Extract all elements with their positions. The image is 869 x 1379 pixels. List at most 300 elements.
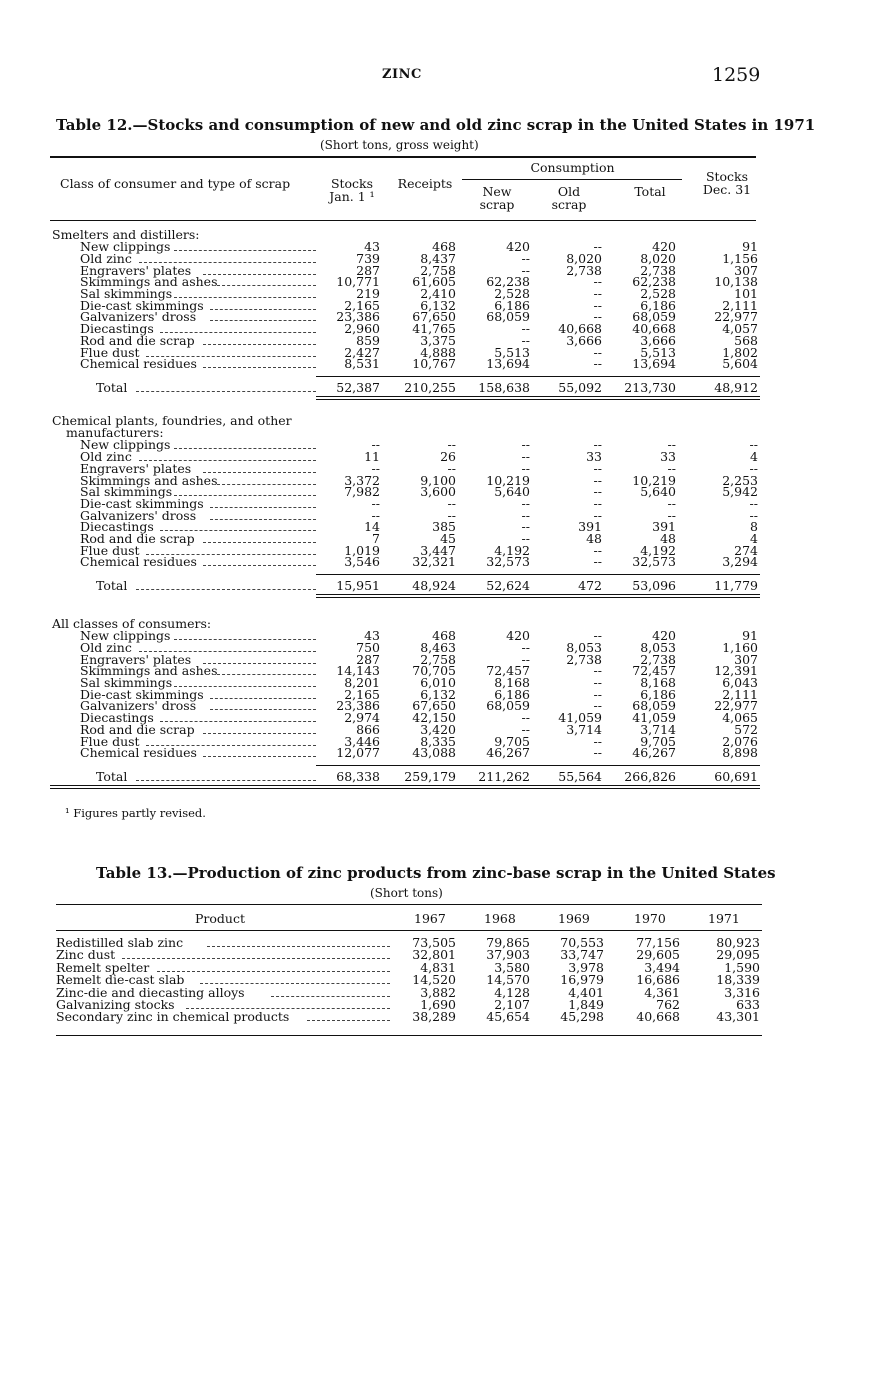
table12-row-label: Chemical residues [80, 554, 197, 570]
table12-cell: -- [521, 460, 530, 476]
table12-cell: 2,410 [420, 286, 456, 301]
dot-leader [307, 1020, 391, 1021]
table12-cell: 3,714 [640, 721, 676, 737]
table12-cell: -- [371, 460, 380, 476]
table12-cell: 62,238 [632, 274, 676, 290]
table12-cell: -- [593, 698, 602, 714]
table12-cell: 40,668 [558, 321, 602, 337]
table12-cell: 9,100 [420, 472, 456, 488]
table12-total-label: Total [96, 768, 128, 784]
table13-cell: 762 [656, 997, 680, 1012]
table13-bottom-rule [56, 1035, 762, 1036]
table13-row-label: Secondary zinc in chemical products [56, 1009, 290, 1025]
table12-cell: 6,010 [420, 675, 456, 690]
table12-total-cell: 55,092 [558, 379, 602, 395]
table12-total-cell: 52,624 [486, 578, 530, 594]
table12-cell: -- [593, 472, 602, 488]
table12-cell: -- [521, 495, 530, 511]
table13-header-1971: 1971 [708, 911, 740, 926]
table12-cell: 2,528 [640, 286, 676, 301]
table12-cell: 2,738 [566, 651, 602, 667]
table12-cell: 3,546 [344, 554, 380, 570]
table12-cell: 101 [734, 286, 758, 301]
table12-cell: 3,666 [640, 332, 676, 348]
table13-cell: 70,553 [560, 935, 604, 950]
table12-cell: 2,111 [722, 686, 758, 702]
dot-leader [203, 733, 316, 734]
table12-cell: -- [521, 507, 530, 523]
table12-row-label: Skimmings and ashes [80, 663, 218, 679]
table13-cell: 14,570 [486, 972, 530, 988]
table12-cell: 2,076 [722, 733, 758, 749]
table12-group-title: All classes of consumers: [52, 616, 212, 631]
table12-cell: -- [593, 745, 602, 761]
table13-cell: 32,801 [412, 947, 456, 963]
dot-leader [203, 274, 316, 275]
table12-cell: -- [749, 495, 758, 511]
table12-cell: 750 [356, 639, 380, 655]
table12-cell: 391 [652, 519, 676, 535]
table12-cell: 43,088 [412, 745, 456, 761]
table13-cell: 4,361 [644, 984, 680, 1000]
table12-cell: 8,201 [344, 675, 380, 690]
table12-cell: 572 [734, 721, 758, 737]
table12-cell: 8,531 [344, 356, 380, 372]
table12-cell: 32,573 [632, 554, 676, 570]
table12-cell: 68,059 [632, 309, 676, 325]
table13-header-1967: 1967 [414, 911, 446, 926]
table12-cell: 91 [742, 239, 758, 255]
table12-cell: 287 [356, 651, 380, 667]
table13-row-label: Remelt die-cast slab [56, 972, 185, 988]
dot-leader [203, 472, 316, 473]
table12-cell: 6,186 [494, 686, 530, 702]
table12-cell: -- [593, 356, 602, 372]
table12-cell: 67,650 [412, 698, 456, 714]
table12-cell: 8,020 [640, 250, 676, 266]
table12-cell: 10,219 [632, 472, 676, 488]
table12-cell: 3,666 [566, 332, 602, 348]
table12-cell: 68,059 [486, 309, 530, 325]
table12-row-label: Chemical residues [80, 745, 197, 761]
table12-cell: 8,020 [566, 250, 602, 266]
table12-total-cell: 60,691 [714, 768, 758, 784]
table12-cell: 420 [652, 628, 676, 644]
table12-cell: 3,372 [344, 472, 380, 488]
table12-cell: -- [593, 542, 602, 558]
table13-row-label: Zinc dust [56, 947, 116, 963]
table13-row-label: Redistilled slab zinc [56, 935, 184, 950]
table13-cell: 37,903 [486, 947, 530, 963]
table12-group-title: Smelters and distillers: [52, 227, 200, 242]
table12-cell: 274 [734, 542, 758, 558]
table12-cell: 46,267 [632, 745, 676, 761]
table12-row-label: Engravers' plates [80, 262, 192, 278]
table12-total-cell: 210,255 [404, 379, 456, 395]
table12-cell: -- [667, 495, 676, 511]
table12-cell: 68,059 [486, 698, 530, 714]
table12-cell: 468 [432, 239, 456, 255]
table12-row-label: Sal skimmings [80, 675, 173, 690]
table12-row-label: Old zinc [80, 449, 132, 465]
table12-cell: -- [447, 495, 456, 511]
table12-cell: 13,694 [486, 356, 530, 372]
table12-cell: 41,059 [632, 710, 676, 726]
table12-row-label: Old zinc [80, 250, 132, 266]
table12-row-label: New clippings [80, 239, 171, 255]
table13-header-product: Product [195, 911, 245, 926]
table12-cell: 5,513 [494, 344, 530, 360]
table12-cell: 6,043 [722, 675, 758, 690]
table12-cell: 866 [356, 721, 380, 737]
table12-cell: 1,802 [722, 344, 758, 360]
table12-cell: 2,758 [420, 262, 456, 278]
table13-title: Table 13.—Production of zinc products from zinc-base scrap in the United States [96, 864, 776, 882]
table12-cell: 23,386 [336, 698, 380, 714]
table12-cell: -- [593, 437, 602, 453]
table12-cell: 2,738 [640, 262, 676, 278]
dot-leader [210, 698, 316, 699]
table12-row-label: Diecastings [80, 321, 154, 337]
table13-cell: 14,520 [412, 972, 456, 988]
dot-leader [203, 367, 316, 368]
table12-row-label: Die-cast skimmings [80, 686, 204, 702]
table13-header-1970: 1970 [634, 911, 666, 926]
table12-cell: -- [593, 733, 602, 749]
table13-cell: 1,590 [724, 959, 760, 975]
table12-cell: 7,982 [344, 484, 380, 500]
table12-cell: 10,771 [336, 274, 380, 290]
table12-cell: 739 [356, 250, 380, 266]
table13-row-label: Zinc-die and diecasting alloys [56, 984, 245, 1000]
table12-row-label: Die-cast skimmings [80, 495, 204, 511]
table12-header-class: Class of consumer and type of scrap [60, 176, 291, 191]
table12-cell: 8,168 [494, 675, 530, 690]
table12-cell: -- [749, 460, 758, 476]
table12-header-rule [50, 220, 756, 221]
table12-total-cell: 211,262 [478, 768, 530, 784]
table12-cell: 7 [372, 531, 380, 546]
dot-leader [174, 639, 316, 640]
dot-leader [157, 971, 390, 972]
running-head-title: ZINC [382, 67, 422, 82]
table12-cell: 5,513 [640, 344, 676, 360]
table12-total-label: Total [96, 578, 128, 594]
table12-cell: 23,386 [336, 309, 380, 325]
table12-cell: -- [593, 507, 602, 523]
table12-total-cell: 11,779 [714, 578, 758, 594]
dot-leader [217, 674, 316, 675]
table13-header-1968: 1968 [484, 911, 516, 926]
table12-row-label: Rod and die scrap [80, 721, 195, 737]
table12-cell: -- [593, 554, 602, 570]
table12-cell: 48 [660, 531, 676, 546]
table12-cell: 8,898 [722, 745, 758, 761]
table12-cell: 4,888 [420, 344, 456, 360]
table12-total-cell: 266,826 [624, 768, 676, 784]
table12-cell: 1,156 [722, 250, 758, 266]
table12-cell: -- [521, 639, 530, 655]
table13-cell: 73,505 [412, 935, 456, 950]
table12-cell: 3,294 [722, 554, 758, 570]
table13-cell: 16,979 [560, 972, 604, 988]
table12-total-cell: 213,730 [624, 379, 676, 395]
dot-leader [217, 484, 316, 485]
table12-row-label: Flue dust [80, 344, 140, 360]
table12-cell: 2,974 [344, 710, 380, 726]
table12-row-label: New clippings [80, 628, 171, 644]
table12-row-label: Engravers' plates [80, 460, 192, 476]
table13-cell: 3,580 [494, 959, 530, 975]
table12-cell: 22,977 [714, 698, 758, 714]
table12-cell: 307 [734, 262, 758, 278]
table12-cell: 420 [506, 628, 530, 644]
table12-cell: 8,335 [420, 733, 456, 749]
table12-cell: -- [593, 460, 602, 476]
table12-cell: 4,057 [722, 321, 758, 337]
table12-cell: 468 [432, 628, 456, 644]
dot-leader [210, 709, 316, 710]
table12-cell: 6,186 [640, 686, 676, 702]
table12-cell: 46,267 [486, 745, 530, 761]
table12-cell: -- [371, 437, 380, 453]
table12-cell: 8,463 [420, 639, 456, 655]
table12-cell: -- [593, 297, 602, 313]
table12-group-end-rule [316, 594, 760, 598]
dot-leader [203, 663, 316, 664]
table12-cell: -- [593, 495, 602, 511]
table12-cell: -- [593, 484, 602, 500]
table13-cell: 43,301 [716, 1009, 760, 1025]
table13-header-1969: 1969 [558, 911, 590, 926]
table12-total-cell: 158,638 [478, 379, 530, 395]
table12-cell: 26 [440, 449, 456, 465]
table12-total-cell: 55,564 [558, 768, 602, 784]
table12-subtotal-rule [316, 765, 760, 766]
table12-cell: 2,165 [344, 686, 380, 702]
table12-cell: -- [447, 507, 456, 523]
table13-cell: 4,401 [568, 984, 604, 1000]
table12-cell: 33 [586, 449, 602, 465]
table12-cell: 1,019 [344, 542, 380, 558]
table12-cell: 2,758 [420, 651, 456, 667]
table12-cell: 219 [356, 286, 380, 301]
table12-cell: 8 [750, 519, 758, 535]
table12-cell: 33 [660, 449, 676, 465]
table12-cell: 67,650 [412, 309, 456, 325]
table12-header-receipts: Receipts [397, 176, 453, 191]
table13-cell: 633 [736, 997, 760, 1012]
table12-cell: 62,238 [486, 274, 530, 290]
table13-header-rule [56, 930, 762, 931]
table12-cell: 61,605 [412, 274, 456, 290]
table13-cell: 1,690 [420, 997, 456, 1012]
table12-cell: 8,053 [640, 639, 676, 655]
table12-cell: 2,165 [344, 297, 380, 313]
dot-leader [210, 507, 316, 508]
dot-leader [122, 958, 390, 959]
table12-cell: 12,077 [336, 745, 380, 761]
table13-cell: 4,831 [420, 959, 456, 975]
table12-group-title: manufacturers: [66, 425, 164, 441]
table12-cell: 41,059 [558, 710, 602, 726]
table12-header-stocks-dec: Stocks Dec. 31 [702, 169, 752, 197]
table12-cell: 22,977 [714, 309, 758, 325]
dot-leader [203, 542, 316, 543]
table12-group-end-rule [50, 785, 760, 789]
table12-cell: 10,767 [412, 356, 456, 372]
table12-cell: 568 [734, 332, 758, 348]
table13-cell: 33,747 [560, 947, 604, 963]
table12-cell: 9,705 [640, 733, 676, 749]
table13-cell: 40,668 [636, 1009, 680, 1025]
table12-cell: 4 [750, 531, 758, 546]
table12-cell: 11 [364, 449, 380, 465]
table12-cell: 48 [586, 531, 602, 546]
table12-top-rule [50, 156, 756, 158]
table12-cell: 385 [432, 519, 456, 535]
table12-row-label: Galvanizers' dross [80, 507, 197, 523]
table12-header-new-scrap: New scrap [479, 184, 515, 212]
table12-cell: 2,253 [722, 472, 758, 488]
table13-cell: 16,686 [636, 972, 680, 988]
table13-cell: 80,923 [716, 935, 760, 950]
table12-cell: 4,065 [722, 710, 758, 726]
table12-cell: 391 [578, 519, 602, 535]
table12-cell: -- [667, 507, 676, 523]
table12-total-cell: 52,387 [336, 379, 380, 395]
dot-leader [210, 519, 316, 520]
table12-cell: -- [593, 628, 602, 644]
table12-cell: 5,640 [640, 484, 676, 500]
table12-cell: 72,457 [486, 663, 530, 679]
table12-cell: -- [521, 437, 530, 453]
table12-cell: 3,447 [420, 542, 456, 558]
dot-leader [136, 391, 316, 392]
table12-cell: -- [371, 495, 380, 511]
table12-cell: -- [521, 519, 530, 535]
table12-cell: -- [667, 460, 676, 476]
table12-group-title: Chemical plants, foundries, and other [52, 413, 292, 428]
table12-cell: 32,321 [412, 554, 456, 570]
dot-leader [203, 756, 316, 757]
table12-row-label: Sal skimmings [80, 286, 173, 301]
table12-subtitle: (Short tons, gross weight) [320, 138, 479, 152]
table12-footnote: ¹ Figures partly revised. [65, 806, 206, 820]
dot-leader [217, 285, 316, 286]
table12-cell: 10,219 [486, 472, 530, 488]
table12-subtotal-rule [316, 376, 760, 377]
dot-leader [203, 344, 316, 345]
table12-cell: -- [521, 250, 530, 266]
table12-row-label: Skimmings and ashes [80, 274, 218, 290]
table12-cell: 14,143 [336, 663, 380, 679]
table13-cell: 45,298 [560, 1009, 604, 1025]
table12-row-label: Galvanizers' dross [80, 698, 197, 714]
table12-row-label: Diecastings [80, 710, 154, 726]
table12-cell: 4,192 [494, 542, 530, 558]
table12-cell: 2,738 [566, 262, 602, 278]
table13-cell: 29,095 [716, 947, 760, 963]
table12-total-cell: 68,338 [336, 768, 380, 784]
table12-group-end-rule [316, 396, 760, 400]
table12-row-label: Sal skimmings [80, 484, 173, 500]
table12-row-label: Die-cast skimmings [80, 297, 204, 313]
table12-row-label: Galvanizers' dross [80, 309, 197, 325]
table12-cell: 3,375 [420, 332, 456, 348]
table12-cell: 859 [356, 332, 380, 348]
table12-cell: -- [749, 437, 758, 453]
table12-cell: 1,160 [722, 639, 758, 655]
table13-row-label: Remelt spelter [56, 959, 150, 975]
table12-total-cell: 48,924 [412, 578, 456, 594]
table12-row-label: Chemical residues [80, 356, 197, 372]
table12-cell: -- [593, 239, 602, 255]
table12-row-label: Rod and die scrap [80, 332, 195, 348]
table12-cell: 45 [440, 531, 456, 546]
table12-cell: 32,573 [486, 554, 530, 570]
table12-cell: -- [447, 437, 456, 453]
table12-cell: 40,668 [632, 321, 676, 337]
table12-cell: -- [593, 309, 602, 325]
dot-leader [136, 589, 316, 590]
table12-cell: 307 [734, 651, 758, 667]
table12-cell: -- [593, 286, 602, 301]
table12-cell: 72,457 [632, 663, 676, 679]
table12-row-label: Skimmings and ashes [80, 472, 218, 488]
table12-cell: -- [521, 332, 530, 348]
table12-cell: 10,138 [714, 274, 758, 290]
table12-cell: 3,714 [566, 721, 602, 737]
table12-cell: -- [447, 460, 456, 476]
table12-cell: -- [521, 651, 530, 667]
table12-cell: -- [593, 675, 602, 690]
table12-cell: 287 [356, 262, 380, 278]
table12-total-cell: 48,912 [714, 379, 758, 395]
table12-cell: 2,960 [344, 321, 380, 337]
table12-cell: 4 [750, 449, 758, 465]
table12-cell: 6,132 [420, 297, 456, 313]
table12-cell: -- [371, 507, 380, 523]
table12-header-total: Total [634, 184, 666, 199]
table12-cell: -- [667, 437, 676, 453]
table13-cell: 79,865 [486, 935, 530, 950]
table12-cell: 5,604 [722, 356, 758, 372]
table12-cell: -- [593, 344, 602, 360]
table12-cell: 2,111 [722, 297, 758, 313]
table12-cell: 6,186 [494, 297, 530, 313]
table12-cell: 3,420 [420, 721, 456, 737]
table12-header-consumption: Consumption [530, 160, 615, 175]
table12-cell: -- [521, 321, 530, 337]
table12-header-stocks-jan: Stocks Jan. 1 ¹ [329, 176, 375, 204]
table13-row-label: Galvanizing stocks [56, 997, 175, 1012]
table12-row-label: New clippings [80, 437, 171, 453]
dot-leader [174, 448, 316, 449]
table12-cell: -- [521, 721, 530, 737]
table13-subtitle: (Short tons) [370, 886, 443, 900]
table13-cell: 2,107 [494, 997, 530, 1012]
dot-leader [203, 565, 316, 566]
table12-cell: 41,765 [412, 321, 456, 337]
table12-cell: 91 [742, 628, 758, 644]
table12-cell: 42,150 [412, 710, 456, 726]
table13-top-rule [56, 904, 762, 905]
table12-row-label: Flue dust [80, 733, 140, 749]
table12-cell: 420 [652, 239, 676, 255]
table12-consumption-rule [462, 179, 682, 180]
table12-title: Table 12.—Stocks and consumption of new and old zinc scrap in the United States in 1971 [56, 116, 816, 134]
